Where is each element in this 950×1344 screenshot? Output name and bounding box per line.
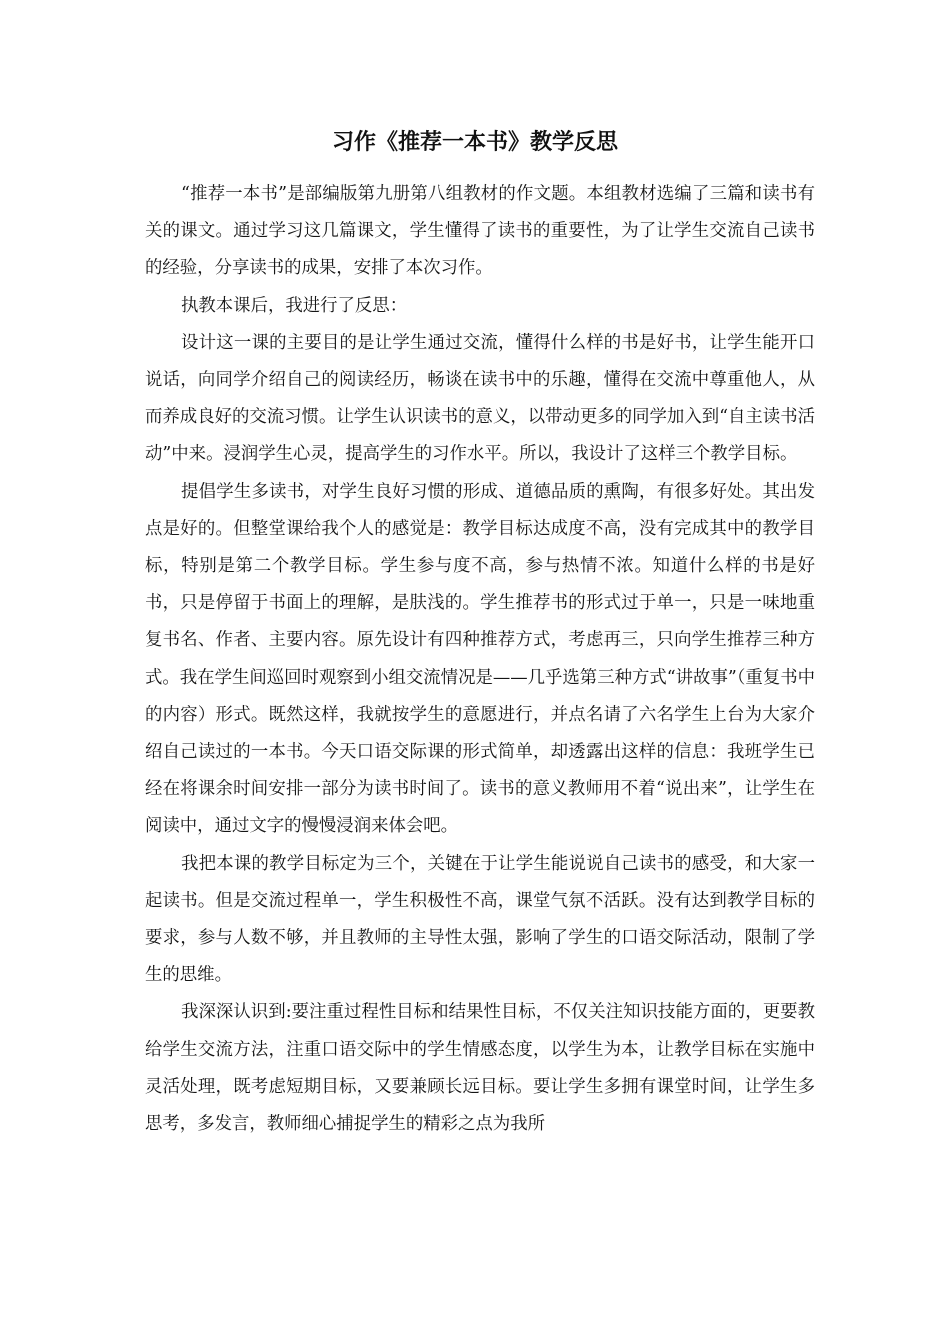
paragraph-reflection-lead: 执教本课后，我进行了反思： xyxy=(181,295,408,316)
paragraph-goal-evaluation: 我把本课的教学目标定为三个，关键在于让学生能说说自己读书的感受，和大家一起读书。但是交流过程单一，学生积极性不高，课堂气氛不活跃。没有达到教学目标的要求，参与人数不够，并且教师的主导性太强，影响了学生的口语交际活动，限制了学生的思维。 xyxy=(145,853,815,986)
paragraph-class-observation: 提倡学生多读书，对学生良好习惯的形成、道德品质的熏陶，有很多好处。其出发点是好的。但整堂课给我个人的感觉是：教学目标达成度不高，没有完成其中的教学目标，特别是第二个教学目标。学生参与度不高，参与热情不浓。知道什么样的书是好书，只是停留于书面上的理解，是肤浅的。学生推荐书的形式过于单一，只是一味地重复书名、作者、主要内容。原先设计有四种推荐方式，考虑再三，只向学生推荐三种方式。我在学生间巡回时观察到小组交流情况是——几乎选第三种方式“讲故事”（重复书中的内容）形式。既然这样，我就按学生的意愿进行，并点名请了六名学生上台为大家介绍自己读过的一本书。今天口语交际课的形式简单，却透露出这样的信息：我班学生已经在将课余时间安排一部分为读书时间了。读书的意义教师用不着“说出来”，让学生在阅读中，通过文字的慢慢浸润来体会吧。 xyxy=(145,481,815,837)
paragraph-design-purpose: 设计这一课的主要目的是让学生通过交流，懂得什么样的书是好书，让学生能开口说话，向同学介绍自己的阅读经历，畅谈在读书中的乐趣，懂得在交流中尊重他人，从而养成良好的交流习惯。让学生认识读书的意义，以带动更多的同学加入到“自主读书活动”中来。浸润学生心灵，提高学生的习作水平。所以，我设计了这样三个教学目标。 xyxy=(145,332,815,465)
paragraph-insight: 我深深认识到:要注重过程性目标和结果性目标，不仅关注知识技能方面的，更要教给学生交流方法，注重口语交际中的学生情感态度，以学生为本，让教学目标在实施中灵活处理，既考虑短期目标，又要兼顾长远目标。要让学生多拥有课堂时间，让学生多思考，多发言，教师细心捕捉学生的精彩之点为我所 xyxy=(145,1002,815,1135)
document-body xyxy=(145,176,815,1143)
document-title: 习作《推荐一本书》教学反思 xyxy=(331,129,618,155)
paragraph-intro: “推荐一本书”是部编版第九册第八组教材的作文题。本组教材选编了三篇和读书有关的课文。通过学习这几篇课文，学生懂得了读书的重要性，为了让学生交流自己读书的经验，分享读书的成果，安排了本次习作。 xyxy=(145,184,815,279)
